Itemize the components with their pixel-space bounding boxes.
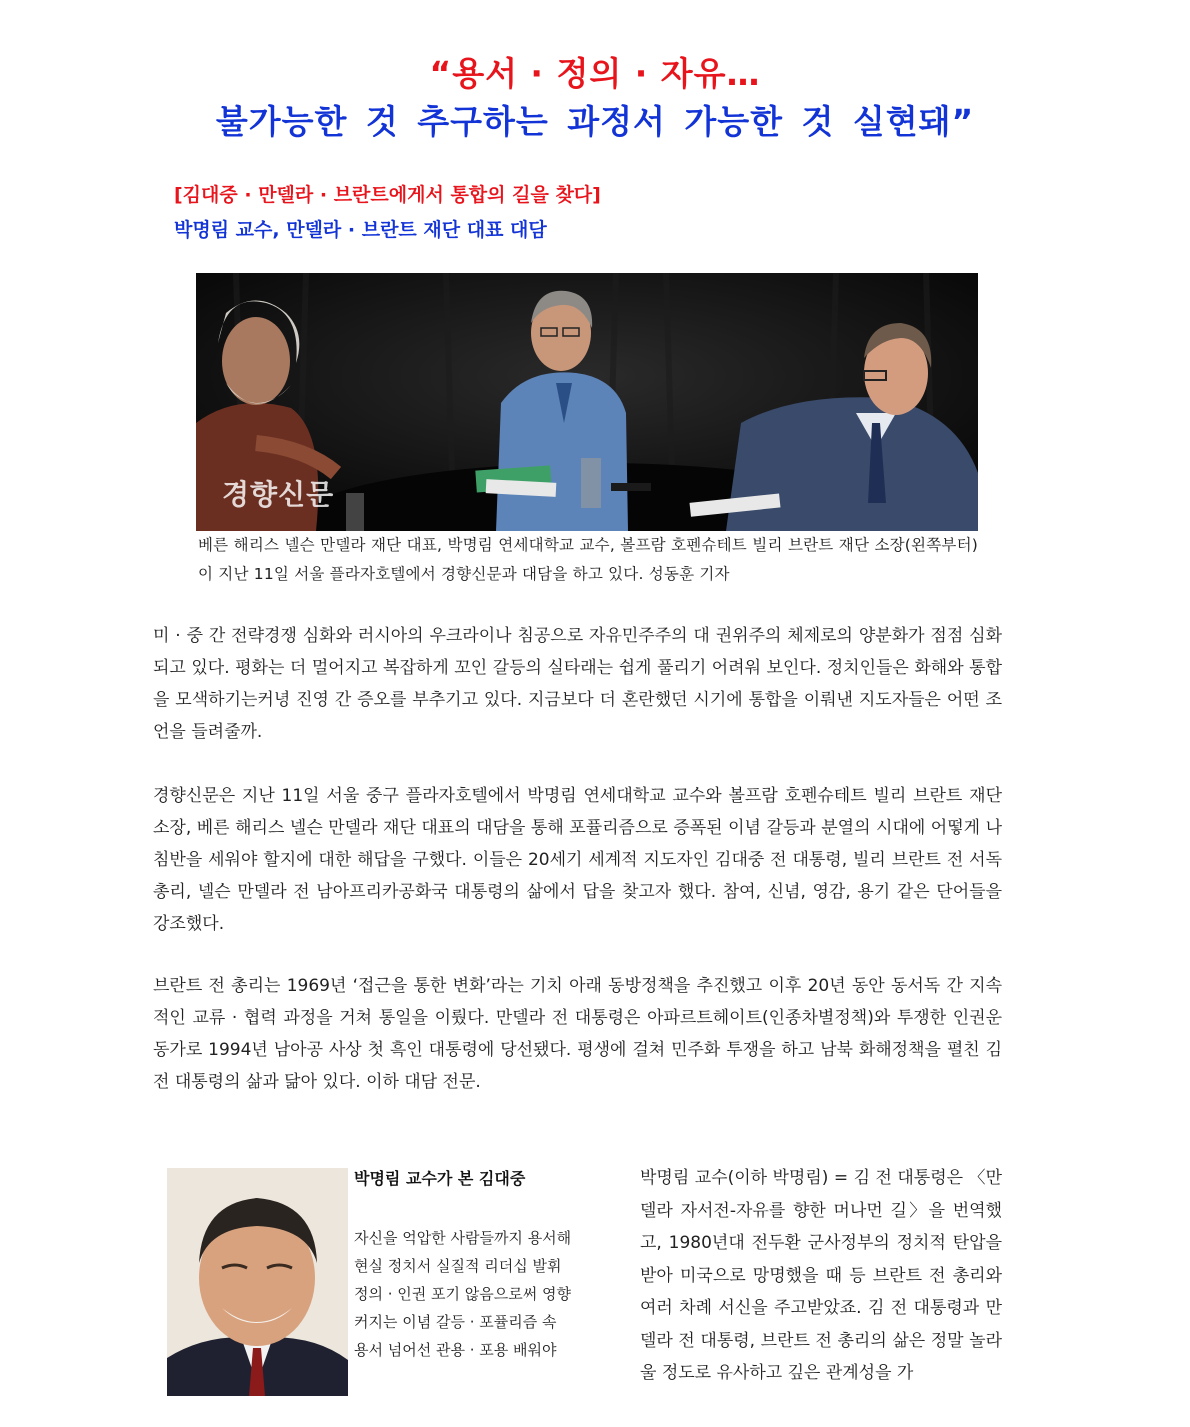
list-item: 자신을 억압한 사람들까지 용서해 <box>354 1229 572 1247</box>
body-paragraph-3: 브란트 전 총리는 1969년 ‘접근을 통한 변화’라는 기치 아래 동방정책을 추진했고 이후 20년 동안 동서독 간 지속적인 교류 · 협력 과정을 거쳐 통일을 이뤘다. 만델라 전 대통령은 아파르트헤이트(인종차별정책)와 투쟁한 인권운동가로 1994년 남아공 사상 첫 흑인 대통령에 당선됐다. 평생에 걸쳐 민주화 투쟁을 하고 남북 화해정책을 펼친 김 전 대통령의 삶과 닮아 있다. 이하 대담 전문. <box>153 976 1002 1092</box>
list-item: 커지는 이념 갈등 · 포퓰리즘 속 <box>354 1313 557 1331</box>
interview-photo <box>196 273 978 531</box>
portrait-photo <box>167 1168 348 1396</box>
photo-watermark: 경향신문 <box>222 478 335 511</box>
body-paragraph-1: 미 · 중 간 전략경쟁 심화와 러시아의 우크라이나 침공으로 자유민주주의 대 권위주의 체제로의 양분화가 점점 심화되고 있다. 평화는 더 멀어지고 복잡하게 꼬인 갈등의 실타래는 쉽게 풀리기 어려워 보인다. 정치인들은 화해와 통합을 모색하기는커녕 진영 간 증오를 부추기고 있다. 지금보다 더 혼란했던 시기에 통합을 이뤄낸 지도자들은 어떤 조언을 들려줄까. <box>153 626 1002 742</box>
photo-caption: 베른 해리스 넬슨 만델라 재단 대표, 박명림 연세대학교 교수, 볼프람 호펜슈테트 빌리 브란트 재단 소장(왼쪽부터)이 지난 11일 서울 플라자호텔에서 경향신문과 대담을 하고 있다. 성동훈 기자 <box>198 536 978 583</box>
list-item: 용서 넘어선 관용 · 포용 배워야 <box>354 1341 557 1359</box>
article-subtitle: 박명림 교수, 만델라 · 브란트 재단 대표 대담 <box>174 219 547 241</box>
sidebar-title: 박명림 교수가 본 김대중 <box>354 1169 526 1188</box>
body-paragraph-2: 경향신문은 지난 11일 서울 중구 플라자호텔에서 박명림 연세대학교 교수와 볼프람 호펜슈테트 빌리 브란트 재단 소장, 베른 해리스 넬슨 만델라 재단 대표의 대담을 통해 포퓰리즘으로 증폭된 이념 갈등과 분열의 시대에 어떻게 나침반을 세워야 할지에 대한 해답을 구했다. 이들은 20세기 세계적 지도자인 김대중 전 대통령, 빌리 브란트 전 서독 총리, 넬슨 만델라 전 남아프리카공화국 대통령의 삶에서 답을 찾고자 했다. 참여, 신념, 영감, 용기 같은 단어들을 강조했다. <box>153 786 1002 934</box>
sidebar-summary-list <box>354 1224 616 1364</box>
interview-text: 박명림 교수(이하 박명림) = 김 전 대통령은 〈만델라 자서전-자유를 향한 머나먼 길〉을 번역했고, 1980년대 전두환 군사정부의 정치적 탄압을 받아 미국으로 망명했을 때 등 브란트 전 총리와 여러 차례 서신을 주고받았죠. 김 전 대통령과 만델라 전 대통령, 브란트 전 총리의 삶은 정말 놀라울 정도로 유사하고 깊은 관계성을 가 <box>640 1168 1002 1383</box>
list-item: 정의 · 인권 포기 않음으로써 영향 <box>354 1285 571 1303</box>
series-kicker: [김대중 · 만델라 · 브란트에게서 통합의 길을 찾다] <box>174 184 601 206</box>
list-item: 현실 정치서 실질적 리더십 발휘 <box>354 1257 562 1275</box>
headline-line2: 불가능한 것 추구하는 과정서 가능한 것 실현돼” <box>215 102 975 141</box>
headline-line1: “용서 · 정의 · 자유… <box>429 54 761 93</box>
portrait-illustration <box>167 1168 348 1396</box>
